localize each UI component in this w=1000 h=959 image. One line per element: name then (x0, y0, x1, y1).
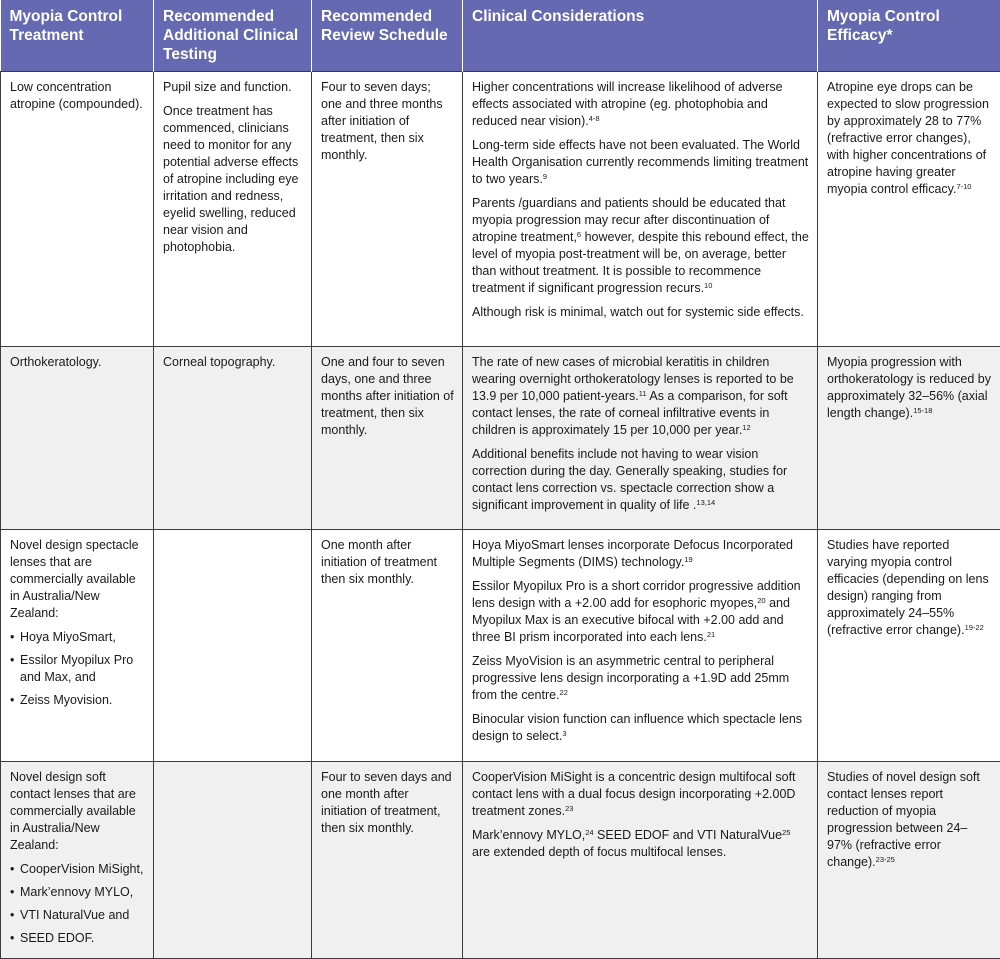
consideration-text: The rate of new cases of microbial keratitis in children wearing overnight orthokeratology lenses is reported to be 13.9 per 10,000 patient-years.$^{11}$ As a comparison, for soft contact lenses, the rate of corneal infiltrative events in children is approximately 15 per 10,000 per year.$^{12}$ (472, 354, 809, 439)
testing-text: Corneal topography. (163, 354, 303, 371)
consideration-text: CooperVision MiSight is a concentric design multifocal soft contact lens with a dual focus design incorporating +2.00D treatment zones.$^{23}$ (472, 769, 809, 820)
cell-efficacy (818, 761, 1000, 958)
list-item: • SEED EDOF. (10, 930, 145, 947)
cell-efficacy (818, 529, 1000, 761)
consideration-text: Although risk is minimal, watch out for systemic side effects. (472, 304, 809, 321)
cell-efficacy (818, 71, 1000, 346)
table-row (1, 71, 1000, 346)
cell-considerations (463, 346, 818, 529)
consideration-text: Higher concentrations will increase likelihood of adverse effects associated with atropine (eg. photophobia and reduced near vision).$^{4-8}$ (472, 79, 809, 130)
consideration-text: Mark’ennovy MYLO,$^{24}$ SEED EDOF and VTI NaturalVue$^{25}$ are extended depth of focus multifocal lenses. (472, 827, 809, 861)
table-row (1, 529, 1000, 761)
review-text: One month after initiation of treatment then six monthly. (321, 537, 454, 588)
cell-review (312, 529, 463, 761)
header-efficacy: Myopia Control Efficacy* (818, 0, 1000, 71)
header-row (1, 0, 1000, 71)
cell-treatment (1, 761, 154, 958)
treatment-text: Novel design soft contact lenses that are commercially available in Australia/New Zealand: (10, 769, 145, 854)
efficacy-text: Atropine eye drops can be expected to slow progression by approximately 28 to 77% (refractive error changes), with higher concentrations of atropine having greater myopia control efficacy.$^{7-10}$ (827, 79, 992, 198)
header-testing: Recommended Additional Clinical Testing (154, 0, 312, 71)
cell-considerations (463, 529, 818, 761)
reference-superscript: 19-22 (965, 623, 984, 632)
testing-text: Once treatment has commenced, clinicians need to monitor for any potential adverse effects of atropine including eye irritation and redness, eyelid swelling, reduced near vision and photophobia. (163, 103, 303, 256)
list-item: • Hoya MiyoSmart, (10, 629, 145, 646)
cell-testing (154, 346, 312, 529)
treatment-text: Low concentration atropine (compounded). (10, 79, 145, 113)
consideration-text: Additional benefits include not having to wear vision correction during the day. Generally speaking, studies for contact lens correction vs. spectacle correction show a significant improvement in quality of life .$^{13,14}$ (472, 446, 809, 514)
review-text: One and four to seven days, one and three months after initiation of treatment, then six monthly. (321, 354, 454, 439)
treatment-text: Orthokeratology. (10, 354, 145, 371)
consideration-text: Long-term side effects have not been evaluated. The World Health Organisation currently recommends limiting treatment to two years.$^9$ (472, 137, 809, 188)
reference-superscript: 19 (684, 555, 692, 564)
efficacy-text: Myopia progression with orthokeratology is reduced by approximately 32–56% (axial length change).$^{15-18}$ (827, 354, 992, 422)
treatment-text: Novel design spectacle lenses that are commercially available in Australia/New Zealand: (10, 537, 145, 622)
list-item: • CooperVision MiSight, (10, 861, 145, 878)
reference-superscript: 3 (562, 729, 566, 738)
treatment-list (10, 629, 145, 709)
reference-superscript: 23 (565, 804, 573, 813)
consideration-text: Parents /guardians and patients should be educated that myopia progression may recur after discontinuation of atropine treatment,$^6$ however, despite this rebound effect, the level of myopia post-treatment will be, on average, better than without treatment. It is possible to recommence treatment if significant progression recurs.$^{10}$ (472, 195, 809, 297)
reference-superscript: 6 (577, 230, 581, 239)
cell-review (312, 71, 463, 346)
reference-superscript: 7-10 (956, 182, 971, 191)
cell-review (312, 761, 463, 958)
cell-review (312, 346, 463, 529)
table-row (1, 346, 1000, 529)
testing-text: Pupil size and function. (163, 79, 303, 96)
consideration-text: Hoya MiyoSmart lenses incorporate Defocus Incorporated Multiple Segments (DIMS) technology.$^{19}$ (472, 537, 809, 571)
header-treatment: Myopia Control Treatment (1, 0, 154, 71)
cell-testing (154, 529, 312, 761)
reference-superscript: 9 (543, 172, 547, 181)
reference-superscript: 15-18 (913, 406, 932, 415)
cell-treatment (1, 71, 154, 346)
reference-superscript: 4-8 (589, 114, 600, 123)
cell-testing (154, 71, 312, 346)
table-row (1, 761, 1000, 958)
consideration-text: Zeiss MyoVision is an asymmetric central to peripheral progressive lens design incorporating a +1.9D add 25mm from the centre.$^{22}$ (472, 653, 809, 704)
reference-superscript: 20 (757, 596, 765, 605)
reference-superscript: 13,14 (696, 498, 715, 507)
cell-treatment (1, 346, 154, 529)
review-text: Four to seven days and one month after initiation of treatment, then six monthly. (321, 769, 454, 837)
list-item: • Essilor Myopilux Pro and Max, and (10, 652, 145, 686)
header-considerations: Clinical Considerations (463, 0, 818, 71)
header-review: Recommended Review Schedule (312, 0, 463, 71)
reference-superscript: 21 (707, 630, 715, 639)
efficacy-text: Studies have reported varying myopia control efficacies (depending on lens design) ranging from approximately 24–55% (refractive error change).$^{19-22}$ (827, 537, 992, 639)
cell-efficacy (818, 346, 1000, 529)
reference-superscript: 23-25 (876, 855, 895, 864)
cell-considerations (463, 761, 818, 958)
reference-superscript: 12 (742, 423, 750, 432)
list-item: • Mark’ennovy MYLO, (10, 884, 145, 901)
review-text: Four to seven days; one and three months after initiation of treatment, then six monthly. (321, 79, 454, 164)
reference-superscript: 22 (560, 688, 568, 697)
list-item: • VTI NaturalVue and (10, 907, 145, 924)
reference-superscript: 10 (704, 281, 712, 290)
treatment-list (10, 861, 145, 947)
reference-superscript: 24 (585, 828, 593, 837)
consideration-text: Binocular vision function can influence which spectacle lens design to select.$^3$ (472, 711, 809, 745)
list-item: • Zeiss Myovision. (10, 692, 145, 709)
cell-testing (154, 761, 312, 958)
cell-considerations (463, 71, 818, 346)
efficacy-text: Studies of novel design soft contact lenses report reduction of myopia progression between 24–97% (refractive error change).$^{23-25}$ (827, 769, 992, 871)
cell-treatment (1, 529, 154, 761)
reference-superscript: 11 (639, 389, 647, 398)
consideration-text: Essilor Myopilux Pro is a short corridor progressive addition lens design with a +2.00 add for esophoric myopes,$^{20}$ and Myopilux Max is an executive bifocal with +2.00 add and three BI prism incorporated into each lens.$^{21}$ (472, 578, 809, 646)
reference-superscript: 25 (782, 828, 790, 837)
